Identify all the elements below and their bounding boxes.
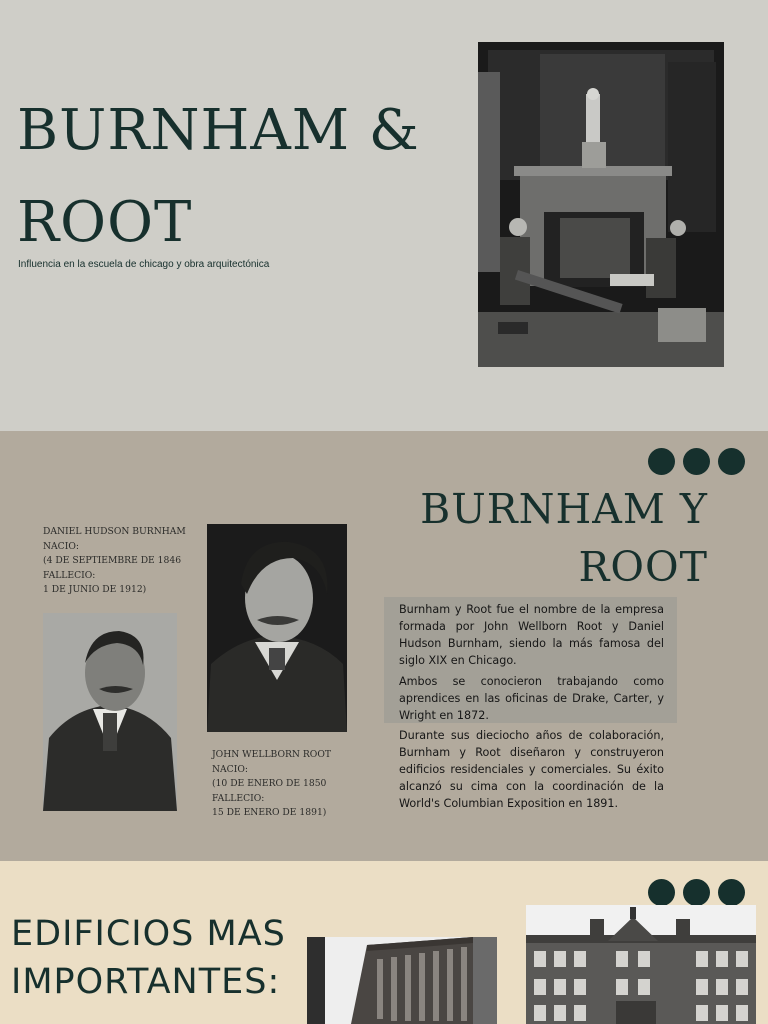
rookery-building-photo (526, 905, 756, 1024)
dot-icon (683, 448, 710, 475)
monadnock-building-photo (307, 937, 497, 1024)
dot-icon (648, 448, 675, 475)
root-bio: JOHN WELLBORN ROOT NACIO: (10 DE ENERO DE 1850 FALLECIO: 15 DE ENERO DE 1891) (212, 749, 331, 818)
buildings-title-line1: EDIFICIOS MAS (11, 914, 286, 954)
cover-title-line2: ROOT (17, 190, 193, 255)
intro-paragraph-2: Ambos se conocieron trabajando como aprendices en las oficinas de Drake, Carter, y Wright en 1872. (399, 675, 664, 722)
cover-title-line1: BURNHAM & (17, 98, 420, 163)
cover-subtitle: Influencia en la escuela de chicago y obra arquitectónica (18, 259, 270, 270)
fireplace-interior-photo (478, 42, 724, 367)
dot-icon (718, 879, 745, 906)
about-title-line1: BURNHAM Y (420, 485, 708, 533)
burnham-bio: DANIEL HUDSON BURNHAM NACIO: (4 DE SEPTIEMBRE DE 1846 FALLECIO: 1 DE JUNIO DE 1912) (43, 526, 186, 595)
burnham-portrait-photo (43, 613, 177, 811)
about-title-line2: ROOT (578, 543, 708, 591)
decorative-dots (648, 879, 745, 906)
intro-paragraph-1: Burnham y Root fue el nombre de la empresa formada por John Wellborn Root y Daniel Hudson Burnham, siendo la más famosa del siglo XIX en Chicago. (399, 603, 664, 667)
collaboration-paragraph: Durante sus dieciocho años de colaboración, Burnham y Root diseñaron y construyeron edificios residenciales y comerciales. Su éxito alcanzó su cima con la coordinación de la World's Columbian Exposition en 1891. (399, 729, 664, 810)
dot-icon (648, 879, 675, 906)
dot-icon (683, 879, 710, 906)
buildings-title-line2: IMPORTANTES: (11, 962, 281, 1002)
dot-icon (718, 448, 745, 475)
decorative-dots (648, 448, 745, 475)
root-portrait-photo (207, 524, 347, 732)
